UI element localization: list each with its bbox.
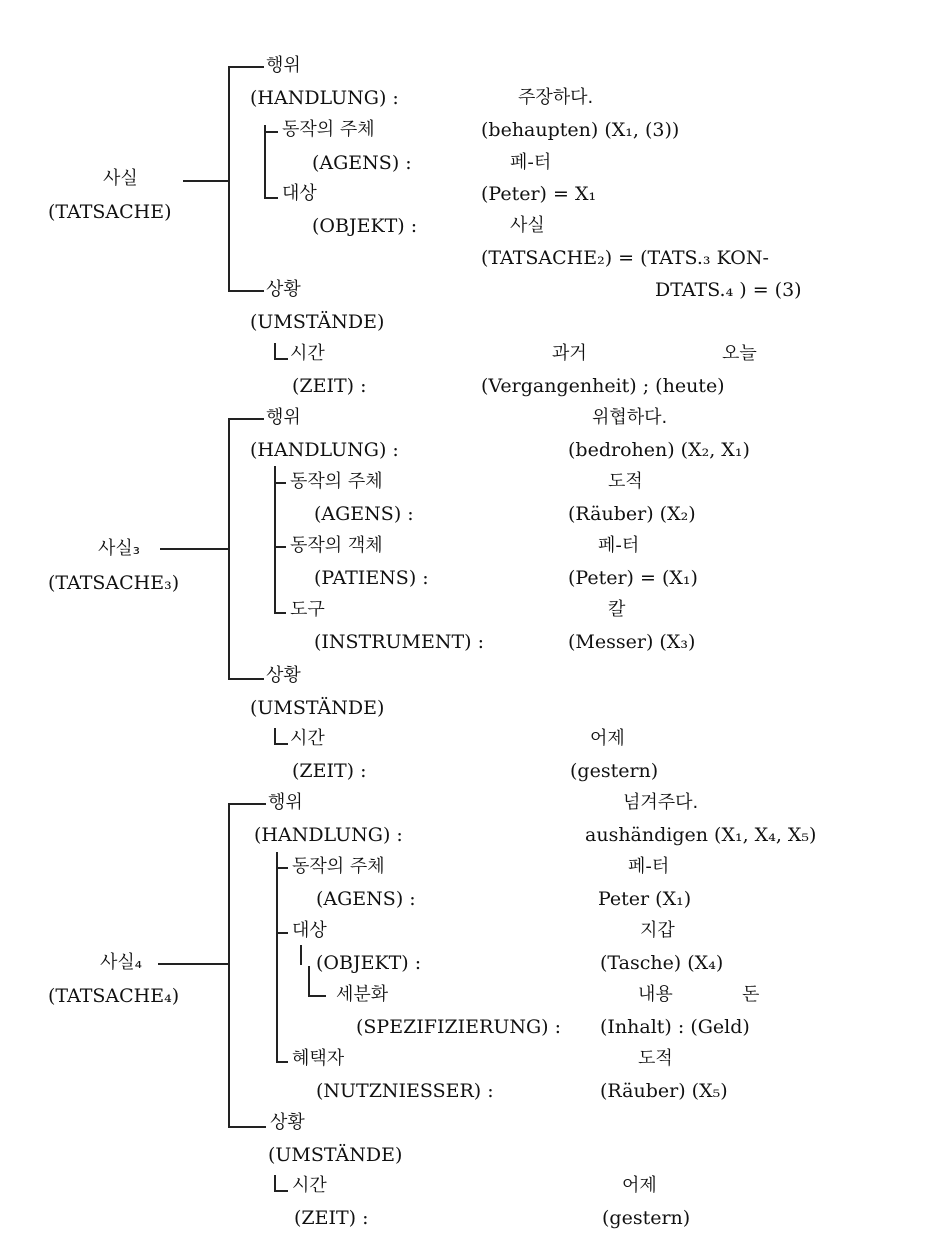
zeit-de-1: (ZEIT) :	[292, 375, 367, 397]
zeit-value-de-3: (gestern)	[602, 1207, 691, 1229]
role-value-de-spezifizierung-3: (Inhalt) : (Geld)	[600, 1016, 750, 1038]
sub-bracket-b-3	[308, 966, 310, 996]
root-label-ko-2: 사실₃	[98, 538, 140, 559]
role-branch-agens-1	[264, 131, 278, 133]
role-value-de-objekt-3: (Tasche) (X₄)	[600, 952, 724, 974]
zeit-ko-1: 시간	[290, 343, 325, 364]
umstaende-ko-1: 상황	[266, 279, 301, 300]
role-bracket-2	[274, 466, 276, 613]
role-branch-objekt-3	[276, 932, 288, 934]
sub-branch-spezifizierung-3	[308, 995, 326, 997]
role-ko-nutzniesser-3: 혜택자	[292, 1048, 345, 1069]
role-value-ko-objekt-1: 사실	[510, 215, 545, 236]
zeit-value-ko-a-1: 과거	[552, 343, 587, 364]
zeit-value-de-1: (Vergangenheit) ; (heute)	[481, 375, 725, 397]
role-branch-instrument-2	[274, 612, 286, 614]
main-bracket-2	[228, 418, 230, 678]
role-value-de-instrument-2: (Messer) (X₃)	[568, 631, 696, 653]
role-value-de-objekt-1: (Peter) = X₁	[481, 183, 597, 205]
role-value-ko-patiens-2: 페-터	[598, 535, 640, 556]
zeit-de-3: (ZEIT) :	[294, 1207, 369, 1229]
role-value-ko-agens-3: 페-터	[628, 856, 670, 877]
role-de-objekt-3: (OBJEKT) :	[316, 952, 422, 974]
handlung-de-2: (HANDLUNG) :	[250, 439, 399, 461]
zeit-value-ko-2: 어제	[590, 728, 625, 749]
extra-line-1: (TATSACHE₂) = (TATS.₃ KON-	[481, 247, 769, 269]
extra-line-2: DTATS.₄ ) = (3)	[655, 279, 802, 301]
role-value-ko-instrument-2: 칼	[608, 599, 626, 620]
role-value-de-patiens-2: (Peter) = (X₁)	[568, 567, 698, 589]
role-value-ko-objekt-3: 지갑	[640, 920, 675, 941]
zeit-value-ko-3: 어제	[622, 1175, 657, 1196]
handlung-value-ko-3: 넘겨주다.	[623, 792, 699, 813]
role-branch-objekt-1	[264, 197, 278, 199]
role-value-ko-agens-1: 페-터	[510, 152, 552, 173]
role-value-ko-a-spezifizierung-3: 내용	[638, 984, 673, 1005]
root-connector-3	[158, 963, 229, 965]
zeit-branch-h-2	[274, 743, 288, 745]
root-label-de-3: (TATSACHE₄)	[48, 985, 180, 1007]
umstaende-ko-2: 상황	[266, 665, 301, 686]
zeit-branch-h-1	[274, 358, 288, 360]
umstaende-de-2: (UMSTÄNDE)	[250, 697, 385, 719]
role-branch-patiens-2	[274, 546, 286, 548]
zeit-ko-2: 시간	[290, 728, 325, 749]
role-ko-patiens-2: 동작의 객체	[290, 535, 383, 556]
handlung-value-de-3: aushändigen (X₁, X₄, X₅)	[585, 824, 817, 846]
handlung-value-de-2: (bedrohen) (X₂, X₁)	[568, 439, 750, 461]
zeit-ko-3: 시간	[292, 1175, 327, 1196]
umstaende-branch-1	[228, 290, 264, 292]
role-bracket-1	[264, 125, 266, 198]
handlung-ko-2: 행위	[266, 407, 301, 428]
role-ko-instrument-2: 도구	[290, 599, 325, 620]
role-ko-agens-2: 동작의 주체	[290, 471, 383, 492]
root-label-ko-3: 사실₄	[100, 952, 142, 973]
sub-bracket-a-3	[300, 945, 302, 965]
zeit-value-ko-b-1: 오늘	[722, 343, 757, 364]
zeit-branch-v-1	[274, 343, 276, 359]
zeit-de-2: (ZEIT) :	[292, 760, 367, 782]
role-de-nutzniesser-3: (NUTZNIESSER) :	[316, 1080, 494, 1102]
main-bracket-3	[228, 803, 230, 1126]
umstaende-branch-2	[228, 678, 264, 680]
zeit-value-de-2: (gestern)	[570, 760, 659, 782]
zeit-branch-v-2	[274, 728, 276, 744]
role-ko-agens-3: 동작의 주체	[292, 856, 385, 877]
handlung-branch-2	[228, 418, 264, 420]
umstaende-branch-3	[228, 1126, 266, 1128]
role-value-de-agens-2: (Räuber) (X₂)	[568, 503, 696, 525]
role-value-de-agens-3: Peter (X₁)	[598, 888, 692, 910]
role-value-de-nutzniesser-3: (Räuber) (X₅)	[600, 1080, 728, 1102]
role-branch-agens-2	[274, 482, 286, 484]
role-de-objekt-1: (OBJEKT) :	[312, 215, 418, 237]
role-de-instrument-2: (INSTRUMENT) :	[314, 631, 485, 653]
role-ko-objekt-3: 대상	[292, 920, 327, 941]
handlung-ko-1: 행위	[266, 55, 301, 76]
role-ko-objekt-1: 대상	[282, 183, 317, 204]
role-branch-nutzniesser-3	[276, 1061, 288, 1063]
root-label-ko-1: 사실	[103, 168, 138, 189]
handlung-value-ko-2: 위협하다.	[592, 407, 668, 428]
role-de-spezifizierung-3: (SPEZIFIZIERUNG) :	[356, 1016, 562, 1038]
role-de-agens-2: (AGENS) :	[314, 503, 414, 525]
role-ko-agens-1: 동작의 주체	[282, 119, 375, 140]
role-value-ko-b-spezifizierung-3: 돈	[742, 984, 760, 1005]
zeit-branch-v-3	[274, 1175, 276, 1191]
root-label-de-2: (TATSACHE₃)	[48, 572, 180, 594]
role-de-agens-1: (AGENS) :	[312, 152, 412, 174]
zeit-branch-h-3	[274, 1190, 288, 1192]
role-value-ko-agens-2: 도적	[608, 471, 643, 492]
handlung-ko-3: 행위	[268, 792, 303, 813]
handlung-value-ko-1: 주장하다.	[518, 87, 594, 108]
role-de-patiens-2: (PATIENS) :	[314, 567, 429, 589]
role-bracket-3	[276, 852, 278, 1062]
root-connector-1	[183, 180, 229, 182]
umstaende-ko-3: 상황	[270, 1112, 305, 1133]
role-de-agens-3: (AGENS) :	[316, 888, 416, 910]
umstaende-de-1: (UMSTÄNDE)	[250, 311, 385, 333]
umstaende-de-3: (UMSTÄNDE)	[268, 1144, 403, 1166]
role-value-de-agens-1: (behaupten) (X₁, (3))	[481, 119, 680, 141]
handlung-branch-1	[228, 66, 264, 68]
handlung-de-3: (HANDLUNG) :	[254, 824, 403, 846]
handlung-branch-3	[228, 803, 266, 805]
role-ko-spezifizierung-3: 세분화	[336, 984, 389, 1005]
main-bracket-1	[228, 66, 230, 290]
root-connector-2	[160, 548, 229, 550]
role-value-ko-nutzniesser-3: 도적	[638, 1048, 673, 1069]
root-label-de-1: (TATSACHE)	[48, 201, 172, 223]
role-branch-agens-3	[276, 867, 288, 869]
handlung-de-1: (HANDLUNG) :	[250, 87, 399, 109]
